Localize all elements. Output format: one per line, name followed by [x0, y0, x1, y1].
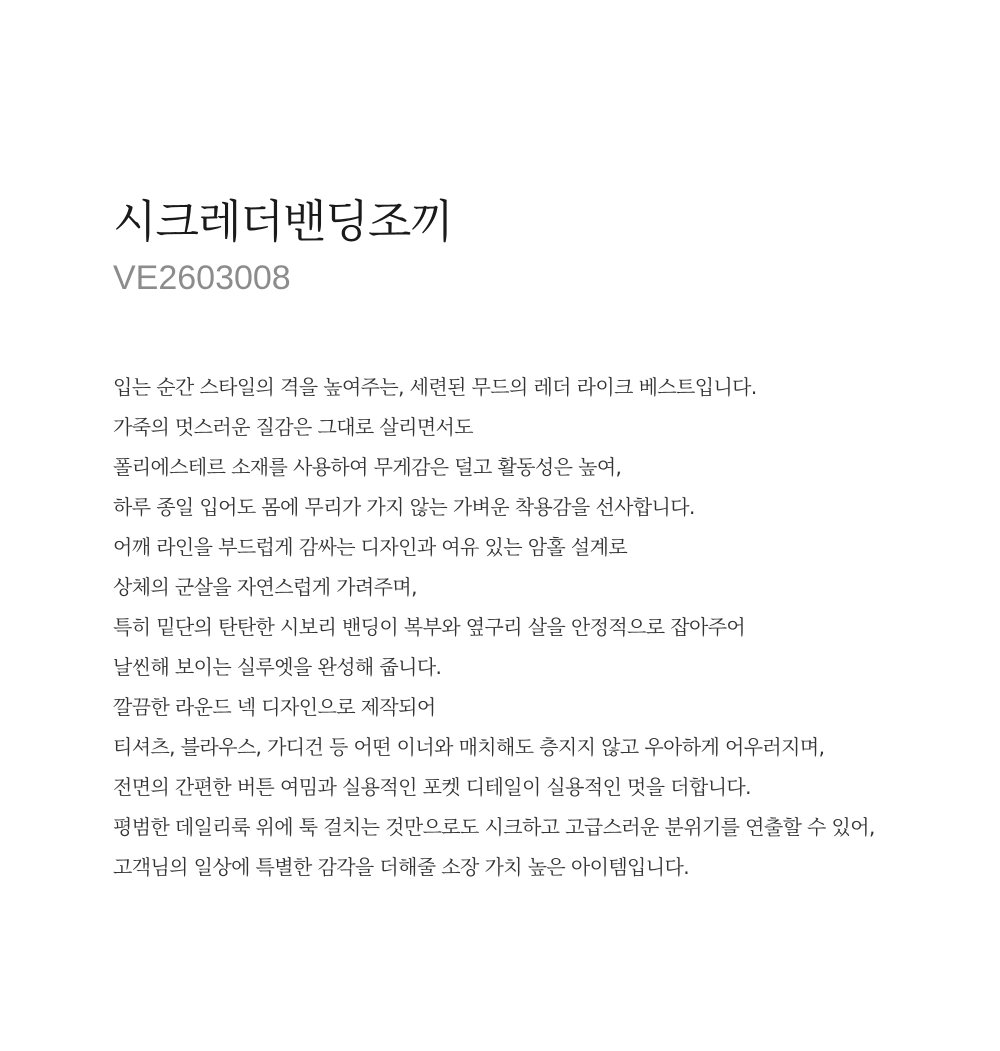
description-line: 특히 밑단의 탄탄한 시보리 밴딩이 복부와 옆구리 살을 안정적으로 잡아주어 [113, 615, 746, 639]
description-line: 가죽의 멋스러운 질감은 그대로 살리면서도 [113, 415, 473, 439]
description-line: 날씬해 보이는 실루엣을 완성해 줍니다. [113, 655, 442, 679]
product-code: VE2603008 [113, 259, 291, 297]
product-title: 시크레더밴딩조끼 [113, 195, 453, 248]
description-line: 폴리에스테르 소재를 사용하여 무게감은 덜고 활동성은 높여, [113, 455, 622, 479]
description-line: 깔끔한 라운드 넥 디자인으로 제작되어 [113, 695, 436, 719]
description-line: 티셔츠, 블라우스, 가디건 등 어떤 이너와 매치해도 층지지 않고 우아하게 어우러지며, [113, 735, 825, 759]
product-description [113, 367, 993, 887]
description-line: 평범한 데일리룩 위에 툭 걸치는 것만으로도 시크하고 고급스러운 분위기를 연출할 수 있어, [113, 815, 875, 839]
description-line: 상체의 군살을 자연스럽게 가려주며, [113, 575, 417, 599]
description-line: 입는 순간 스타일의 격을 높여주는, 세련된 무드의 레더 라이크 베스트입니다. [113, 375, 757, 399]
description-line: 전면의 간편한 버튼 여밈과 실용적인 포켓 디테일이 실용적인 멋을 더합니다. [113, 775, 751, 799]
product-info [113, 190, 993, 887]
description-line: 어깨 라인을 부드럽게 감싸는 디자인과 여유 있는 암홀 설계로 [113, 535, 628, 559]
description-line: 고객님의 일상에 특별한 감각을 더해줄 소장 가치 높은 아이템입니다. [113, 855, 689, 879]
description-line: 하루 종일 입어도 몸에 무리가 가지 않는 가벼운 착용감을 선사합니다. [113, 495, 695, 519]
